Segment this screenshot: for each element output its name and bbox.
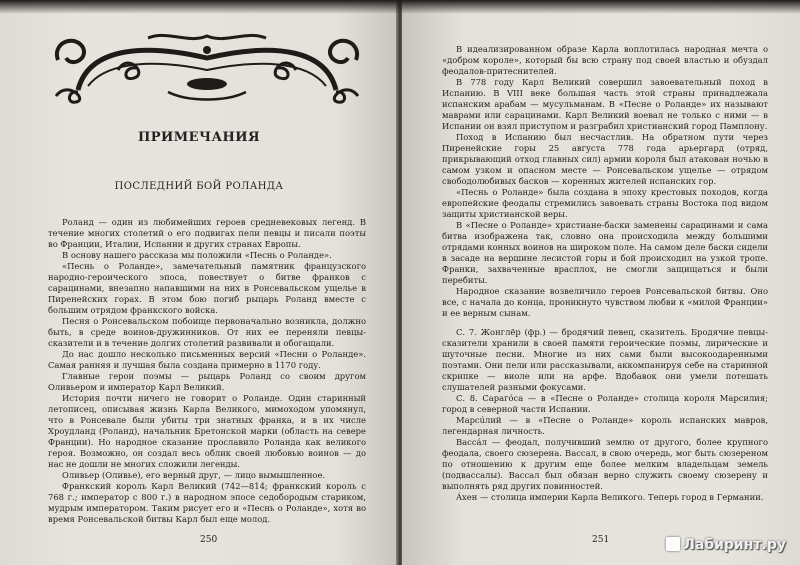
paragraph: «Песнь о Роланде» была создана в эпоху крестовых походов, когда европейские феодалы стремились завоевать страны Востока под видом защиты христианской веры. bbox=[442, 187, 768, 219]
right-body-text bbox=[442, 44, 768, 503]
ornamental-header bbox=[48, 30, 366, 106]
paragraph: Франкский король Карл Великий (742—814; франкский король с 768 г.; император с 800 г.) в народном эпосе седобородым стариком, мудрым императором. Таким рисует его и «Песнь о Роланде», хотя во время Ронсевальской битвы Карл был еще молод. bbox=[48, 481, 366, 524]
page-number: 251 bbox=[592, 535, 610, 545]
left-body-text bbox=[48, 217, 366, 525]
paragraph: Роланд — один из любимейших героев средневековых легенд. В течение многих столетий о его подвигах пели певцы и писали поэты во Франции, Италии, Испании и других странах Европы. bbox=[48, 217, 366, 249]
section-title: ПОСЛЕДНИЙ БОЙ РОЛАНДА bbox=[114, 181, 284, 192]
paragraph: История почти ничего не говорит о Роланде. Один старинный летописец, описывая жизнь Карла Великого, мимоходом упомянул, что в Ронсевале были убиты три знатных франка, и в их числе Хроудланд (Роланд), начальник Бретонской марки (область на севере Франции). Но народное сказание прославило Роланда как великого героя. Возможно, он создал весь облик своей любовью воинов — до нас не дошли не многих сложили легенды. bbox=[48, 393, 366, 469]
paragraph: Поход в Испанию был несчастлив. На обратном пути через Пиренейские горы 25 августа 778 года арьергард (отряд, прикрывающий отход главных сил) армии короля был атакован ночью в самом узком и опасном месте — Ронсевальском ущелье — отрядом свободолюбивых басков — коренных жителей испанских гор. bbox=[442, 132, 768, 186]
labirint-logo-icon bbox=[666, 537, 680, 551]
note-item: С. 8. Сарагóса — в «Песне о Роланде» столица короля Марсилия; город в северной части Испании. bbox=[442, 393, 768, 414]
paragraph: В основу нашего рассказа мы положили «Песнь о Роланде». bbox=[62, 250, 332, 260]
chapter-title: ПРИМЕЧАНИЯ bbox=[137, 130, 261, 145]
paragraph: Народное сказание возвеличило героев Ронсевальской битвы. Оно все, с начала до конца, проникнуто чувством любви к «милой Франции» и ее верным сынам. bbox=[442, 286, 768, 318]
top-shadow bbox=[0, 0, 800, 14]
paragraph: «Песнь о Роланде», замечательный памятник французского народно-героического эпоса, повествует о битве франков с сарацинами, внезапно напавшими на них в Ронсевальском ущелье в Пиренейских горах. В этом бою погиб рыцарь Роланд вместе с большим отрядом франкского войска. bbox=[48, 261, 366, 315]
note-item: Вассáл — феодал, получивший землю от другого, более крупного феодала, своего сюзерена. Вассал, в свою очередь, мог быть сюзереном по отношению к другим еще более мелким владельцам земель (подвассалы). Вассал был обязан верно служить своему сюзерену и выполнять ряд других повинностей. bbox=[442, 437, 768, 491]
watermark-text: Лабиринт.ру bbox=[683, 537, 786, 553]
page-number: 250 bbox=[200, 535, 218, 545]
paragraph: Главные герои поэмы — рыцарь Роланд со своим другом Оливьером и император Карл Великий. bbox=[48, 371, 366, 392]
paragraph: Песня о Ронсевальском побоище первоначально возникла, должно быть, в среде воинов-дружинников. От них ее переняли певцы-сказители и в течение долгих столетий развивали и обогащали. bbox=[48, 316, 366, 348]
paragraph: В «Песне о Роланде» христиане-баски заменены сарацинами и сама битва изображена так, словно она происходила между большими отрядами конных воинов на широком поле. На самом деле баски сидели в засаде на вершине лесистой горы и бой происходил на узкой тропе. Франки, захваченные врасплох, не смогли защищаться и были перебиты. bbox=[442, 220, 768, 285]
right-page bbox=[402, 0, 800, 565]
paragraph: Оливьер (Оливье), его верный друг, — лицо вымышленное. bbox=[62, 470, 326, 480]
paragraph: В 778 году Карл Великий совершил завоевательный поход в Испанию. В VIII веке большая часть этой страны принадлежала испанским арабам — мусульманам. В «Песне о Роланде» их называют маврами или сарацинами. Карл Великий воевал не только с ними — в Испании он взял приступом и разграбил христианский город Памплону. bbox=[442, 77, 768, 131]
paragraph: В идеализированном образе Карла воплотилась народная мечта о «добром короле», который бы всю страну под своей властью и обуздал феодалов-притеснителей. bbox=[442, 44, 768, 76]
note-item: Áхен — столица империи Карла Великого. Теперь город в Германии. bbox=[456, 492, 764, 502]
paragraph: До нас дошло несколько письменных версий «Песни о Роланде». Самая ранняя и лучшая была создана примерно в 1170 году. bbox=[48, 349, 366, 370]
watermark bbox=[666, 537, 786, 553]
left-page bbox=[0, 0, 398, 565]
note-item: С. 7. Жонглёр (фр.) — бродячий певец, сказитель. Бродячие певцы-сказители хранили в своей памяти героические поэмы, лирические и шуточные песни. Многие из них сами были высокоодаренными поэтами. Они пели или рассказывали, аккомпанируя себе на старинной скрипке — виоле или на арфе. Вдобавок они умели потешать слушателей разными фокусами. bbox=[442, 327, 768, 392]
note-item: Марсúлий — в «Песне о Роланде» король испанских мавров, легендарная личность. bbox=[442, 415, 768, 436]
